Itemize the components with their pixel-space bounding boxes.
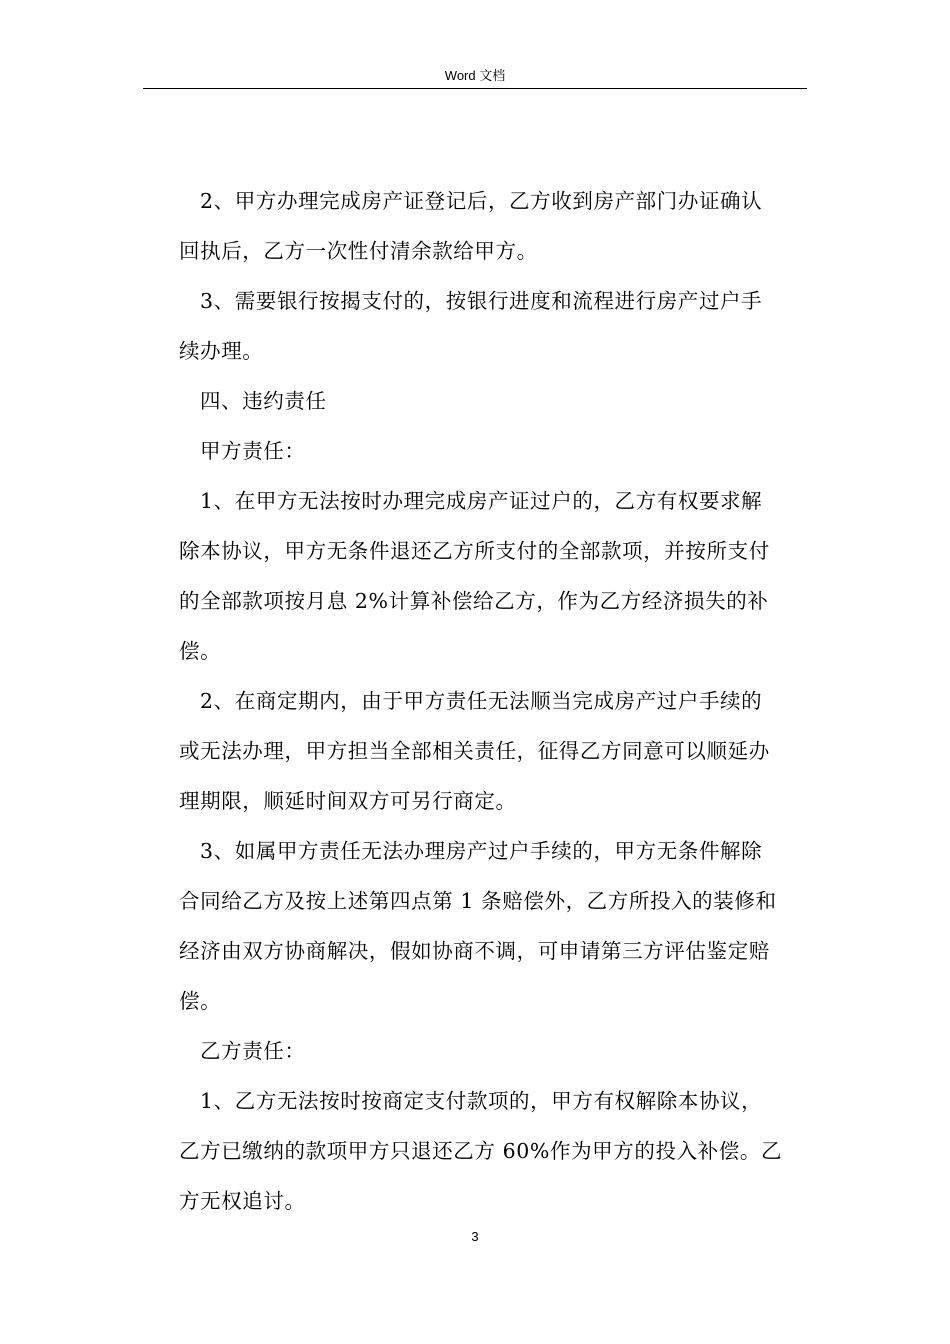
text-line: 乙方已缴纳的款项甲方只退还乙方 60%作为甲方的投入补偿。乙 bbox=[179, 1139, 783, 1163]
text-line: 1、在甲方无法按时办理完成房产证过户的，乙方有权要求解 bbox=[200, 489, 763, 513]
text-line: 或无法办理，甲方担当全部相关责任，征得乙方同意可以顺延办 bbox=[179, 739, 770, 763]
text-line: 续办理。 bbox=[179, 339, 264, 363]
subheading-party-b-liability bbox=[179, 1026, 803, 1076]
text-line: 3、需要银行按揭支付的，按银行进度和流程进行房产过户手 bbox=[200, 289, 763, 313]
paragraph-party-b-clause-1 bbox=[179, 1076, 803, 1226]
text-line: 2、在商定期内，由于甲方责任无法顺当完成房产过户手续的 bbox=[200, 689, 763, 713]
paragraph-payment-clause-2 bbox=[179, 176, 803, 276]
text-line: 偿。 bbox=[179, 639, 222, 663]
subheading-party-a-liability bbox=[179, 426, 803, 476]
text-line: 四、违约责任 bbox=[200, 389, 327, 413]
page-header: Word 文档 bbox=[444, 68, 506, 83]
text-line: 2、甲方办理完成房产证登记后，乙方收到房产部门办证确认 bbox=[200, 189, 763, 213]
text-line: 理期限，顺延时间双方可另行商定。 bbox=[179, 789, 517, 813]
text-line: 经济由双方协商解决，假如协商不调，可申请第三方评估鉴定赔 bbox=[179, 939, 770, 963]
text-line: 1、乙方无法按时按商定支付款项的，甲方有权解除本协议， bbox=[200, 1089, 763, 1113]
text-line: 合同给乙方及按上述第四点第 1 条赔偿外，乙方所投入的装修和 bbox=[179, 889, 777, 913]
text-line: 回执后，乙方一次性付清余款给甲方。 bbox=[179, 239, 538, 263]
text-line: 偿。 bbox=[179, 989, 222, 1013]
text-line: 方无权追讨。 bbox=[179, 1189, 306, 1213]
text-line: 乙方责任： bbox=[200, 1039, 306, 1063]
paragraph-payment-clause-3 bbox=[179, 276, 803, 376]
paragraph-party-a-clause-1 bbox=[179, 476, 803, 676]
text-line: 的全部款项按月息 2%计算补偿给乙方，作为乙方经济损失的补 bbox=[179, 589, 769, 613]
page-number: 3 bbox=[471, 1229, 479, 1244]
section-heading-liability bbox=[179, 376, 803, 426]
text-line: 甲方责任： bbox=[200, 439, 306, 463]
header-divider bbox=[143, 88, 807, 89]
paragraph-party-a-clause-2 bbox=[179, 676, 803, 826]
text-line: 除本协议，甲方无条件退还乙方所支付的全部款项，并按所支付 bbox=[179, 539, 770, 563]
text-line: 3、如属甲方责任无法办理房产过户手续的，甲方无条件解除 bbox=[200, 839, 763, 863]
document-body bbox=[179, 176, 803, 1226]
paragraph-party-a-clause-3 bbox=[179, 826, 803, 1026]
